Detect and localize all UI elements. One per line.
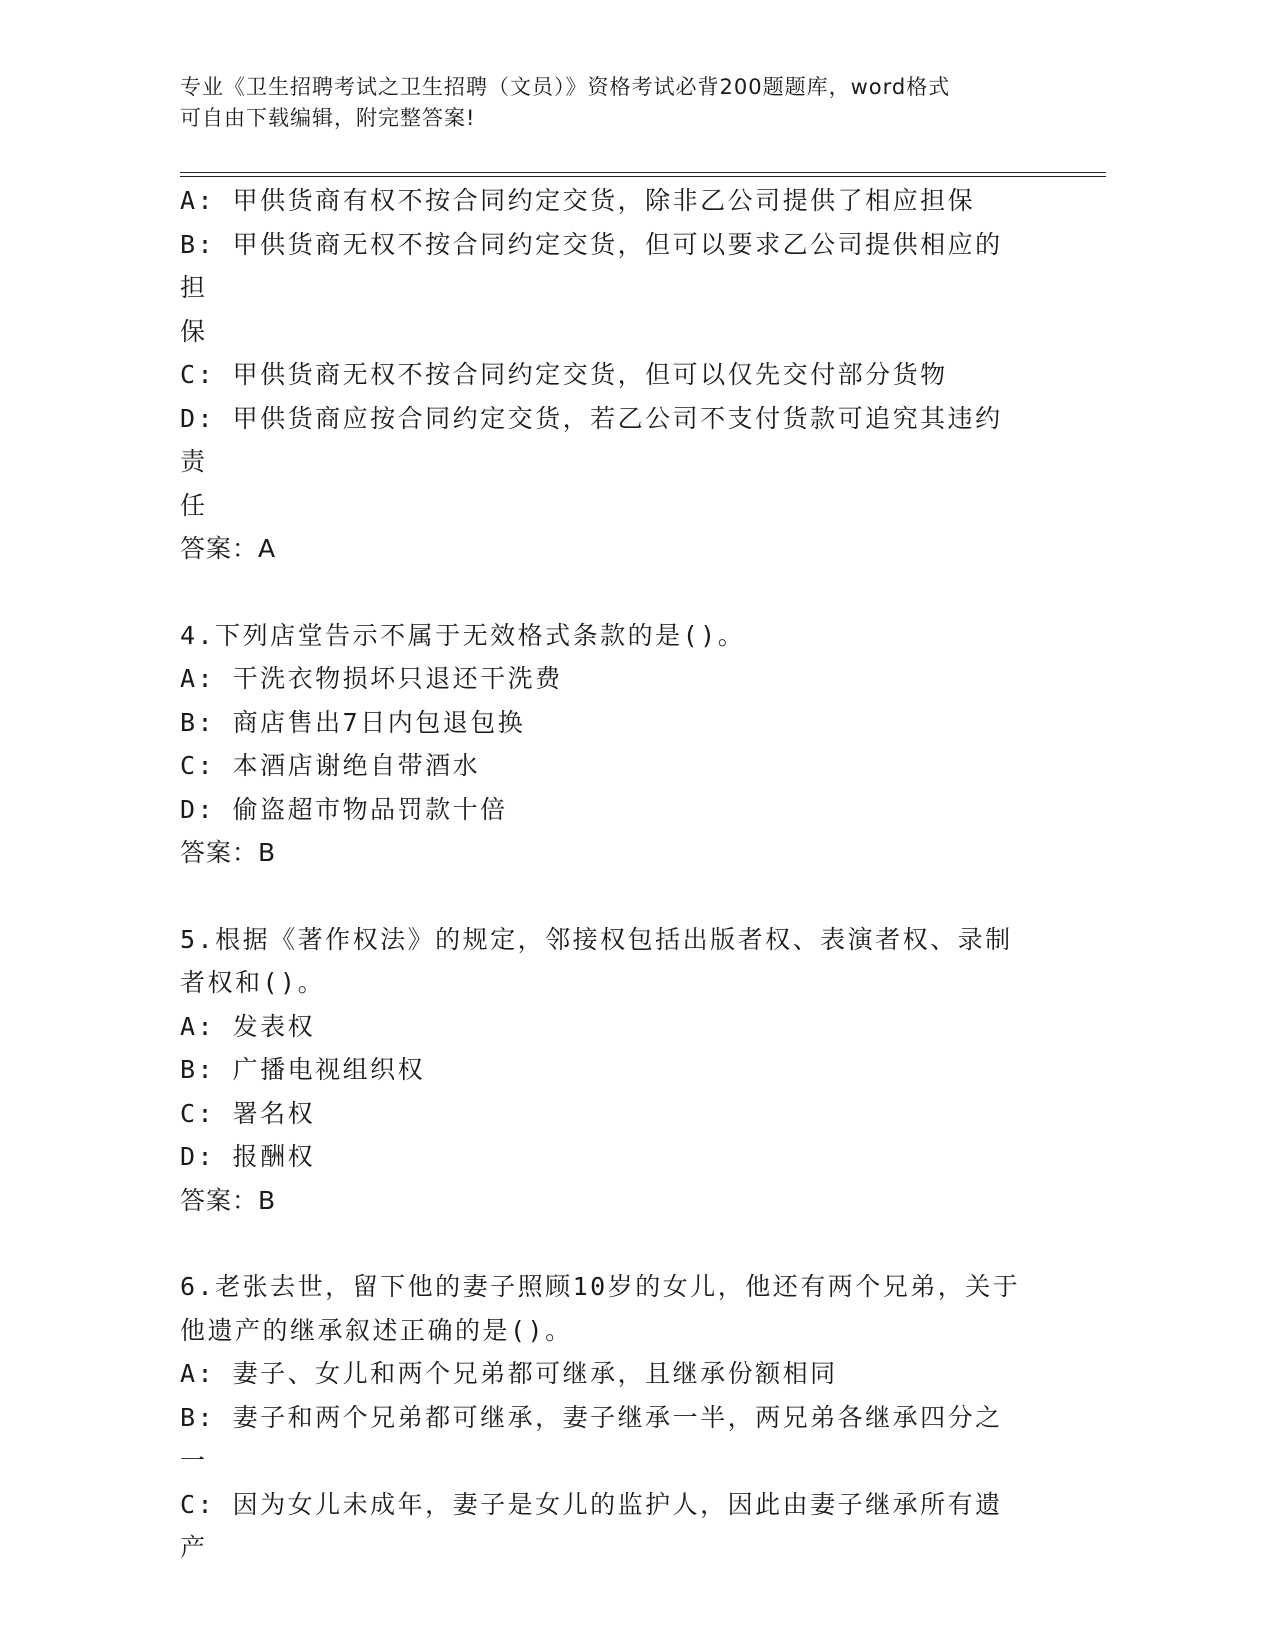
option-c: C: 因为女儿未成年，妻子是女儿的监护人，因此由妻子继承所有遗产	[180, 1489, 1003, 1562]
question-stem: 5.根据《著作权法》的规定，邻接权包括出版者权、表演者权、录制	[180, 924, 1013, 954]
header-title-line-2: 可自由下载编辑，附完整答案!	[180, 106, 476, 130]
option-d: D: 偷盗超市物品罚款十倍	[180, 794, 508, 824]
option-b: B: 广播电视组织权	[180, 1055, 426, 1084]
option-c: C: 本酒店谢绝自带酒水	[180, 751, 481, 780]
option-d-wrap: 任	[180, 490, 208, 520]
option-d: D: 甲供货商应按合同约定交货，若乙公司不支付货款可追究其违约责	[180, 403, 1003, 476]
answer-label: 答案：A	[180, 534, 277, 563]
question-stem: 6.老张去世，留下他的妻子照顾10岁的女儿，他还有两个兄弟，关于	[180, 1272, 1021, 1301]
header-rule-thin	[180, 176, 1106, 177]
question-3-continued	[180, 179, 1030, 571]
option-b-wrap: 保	[180, 316, 208, 346]
option-d: D: 报酬权	[180, 1142, 316, 1171]
question-stem: 4.下列店堂告示不属于无效格式条款的是()。	[180, 620, 746, 650]
question-5	[180, 918, 1030, 1223]
option-a: A: 干洗衣物损坏只退还干洗费	[180, 664, 563, 693]
question-stem-wrap: 他遗产的继承叙述正确的是()。	[180, 1315, 573, 1345]
option-b: B: 商店售出7日内包退包换	[180, 707, 526, 737]
question-6	[180, 1265, 1030, 1570]
option-b: B: 甲供货商无权不按合同约定交货，但可以要求乙公司提供相应的担	[180, 229, 1003, 302]
header-title-line-1: 专业《卫生招聘考试之卫生招聘（文员）》资格考试必背200题题库，word格式	[180, 75, 951, 99]
option-a: A: 发表权	[180, 1011, 316, 1041]
question-stem-wrap: 者权和()。	[180, 968, 326, 997]
answer-label: 答案：B	[180, 1185, 277, 1215]
question-4	[180, 614, 1030, 875]
option-c: C: 署名权	[180, 1098, 316, 1128]
document-header	[180, 72, 1040, 134]
option-a: A: 甲供货商有权不按合同约定交货，除非乙公司提供了相应担保	[180, 186, 976, 215]
answer-label: 答案：B	[180, 838, 277, 867]
option-c: C: 甲供货商无权不按合同约定交货，但可以仅先交付部分货物	[180, 360, 948, 389]
option-a: A: 妻子、女儿和两个兄弟都可继承，且继承份额相同	[180, 1359, 838, 1388]
header-rule-thick	[180, 172, 1106, 173]
option-b: B: 妻子和两个兄弟都可继承，妻子继承一半，两兄弟各继承四分之一	[180, 1402, 1003, 1475]
document-body	[180, 179, 1030, 1570]
